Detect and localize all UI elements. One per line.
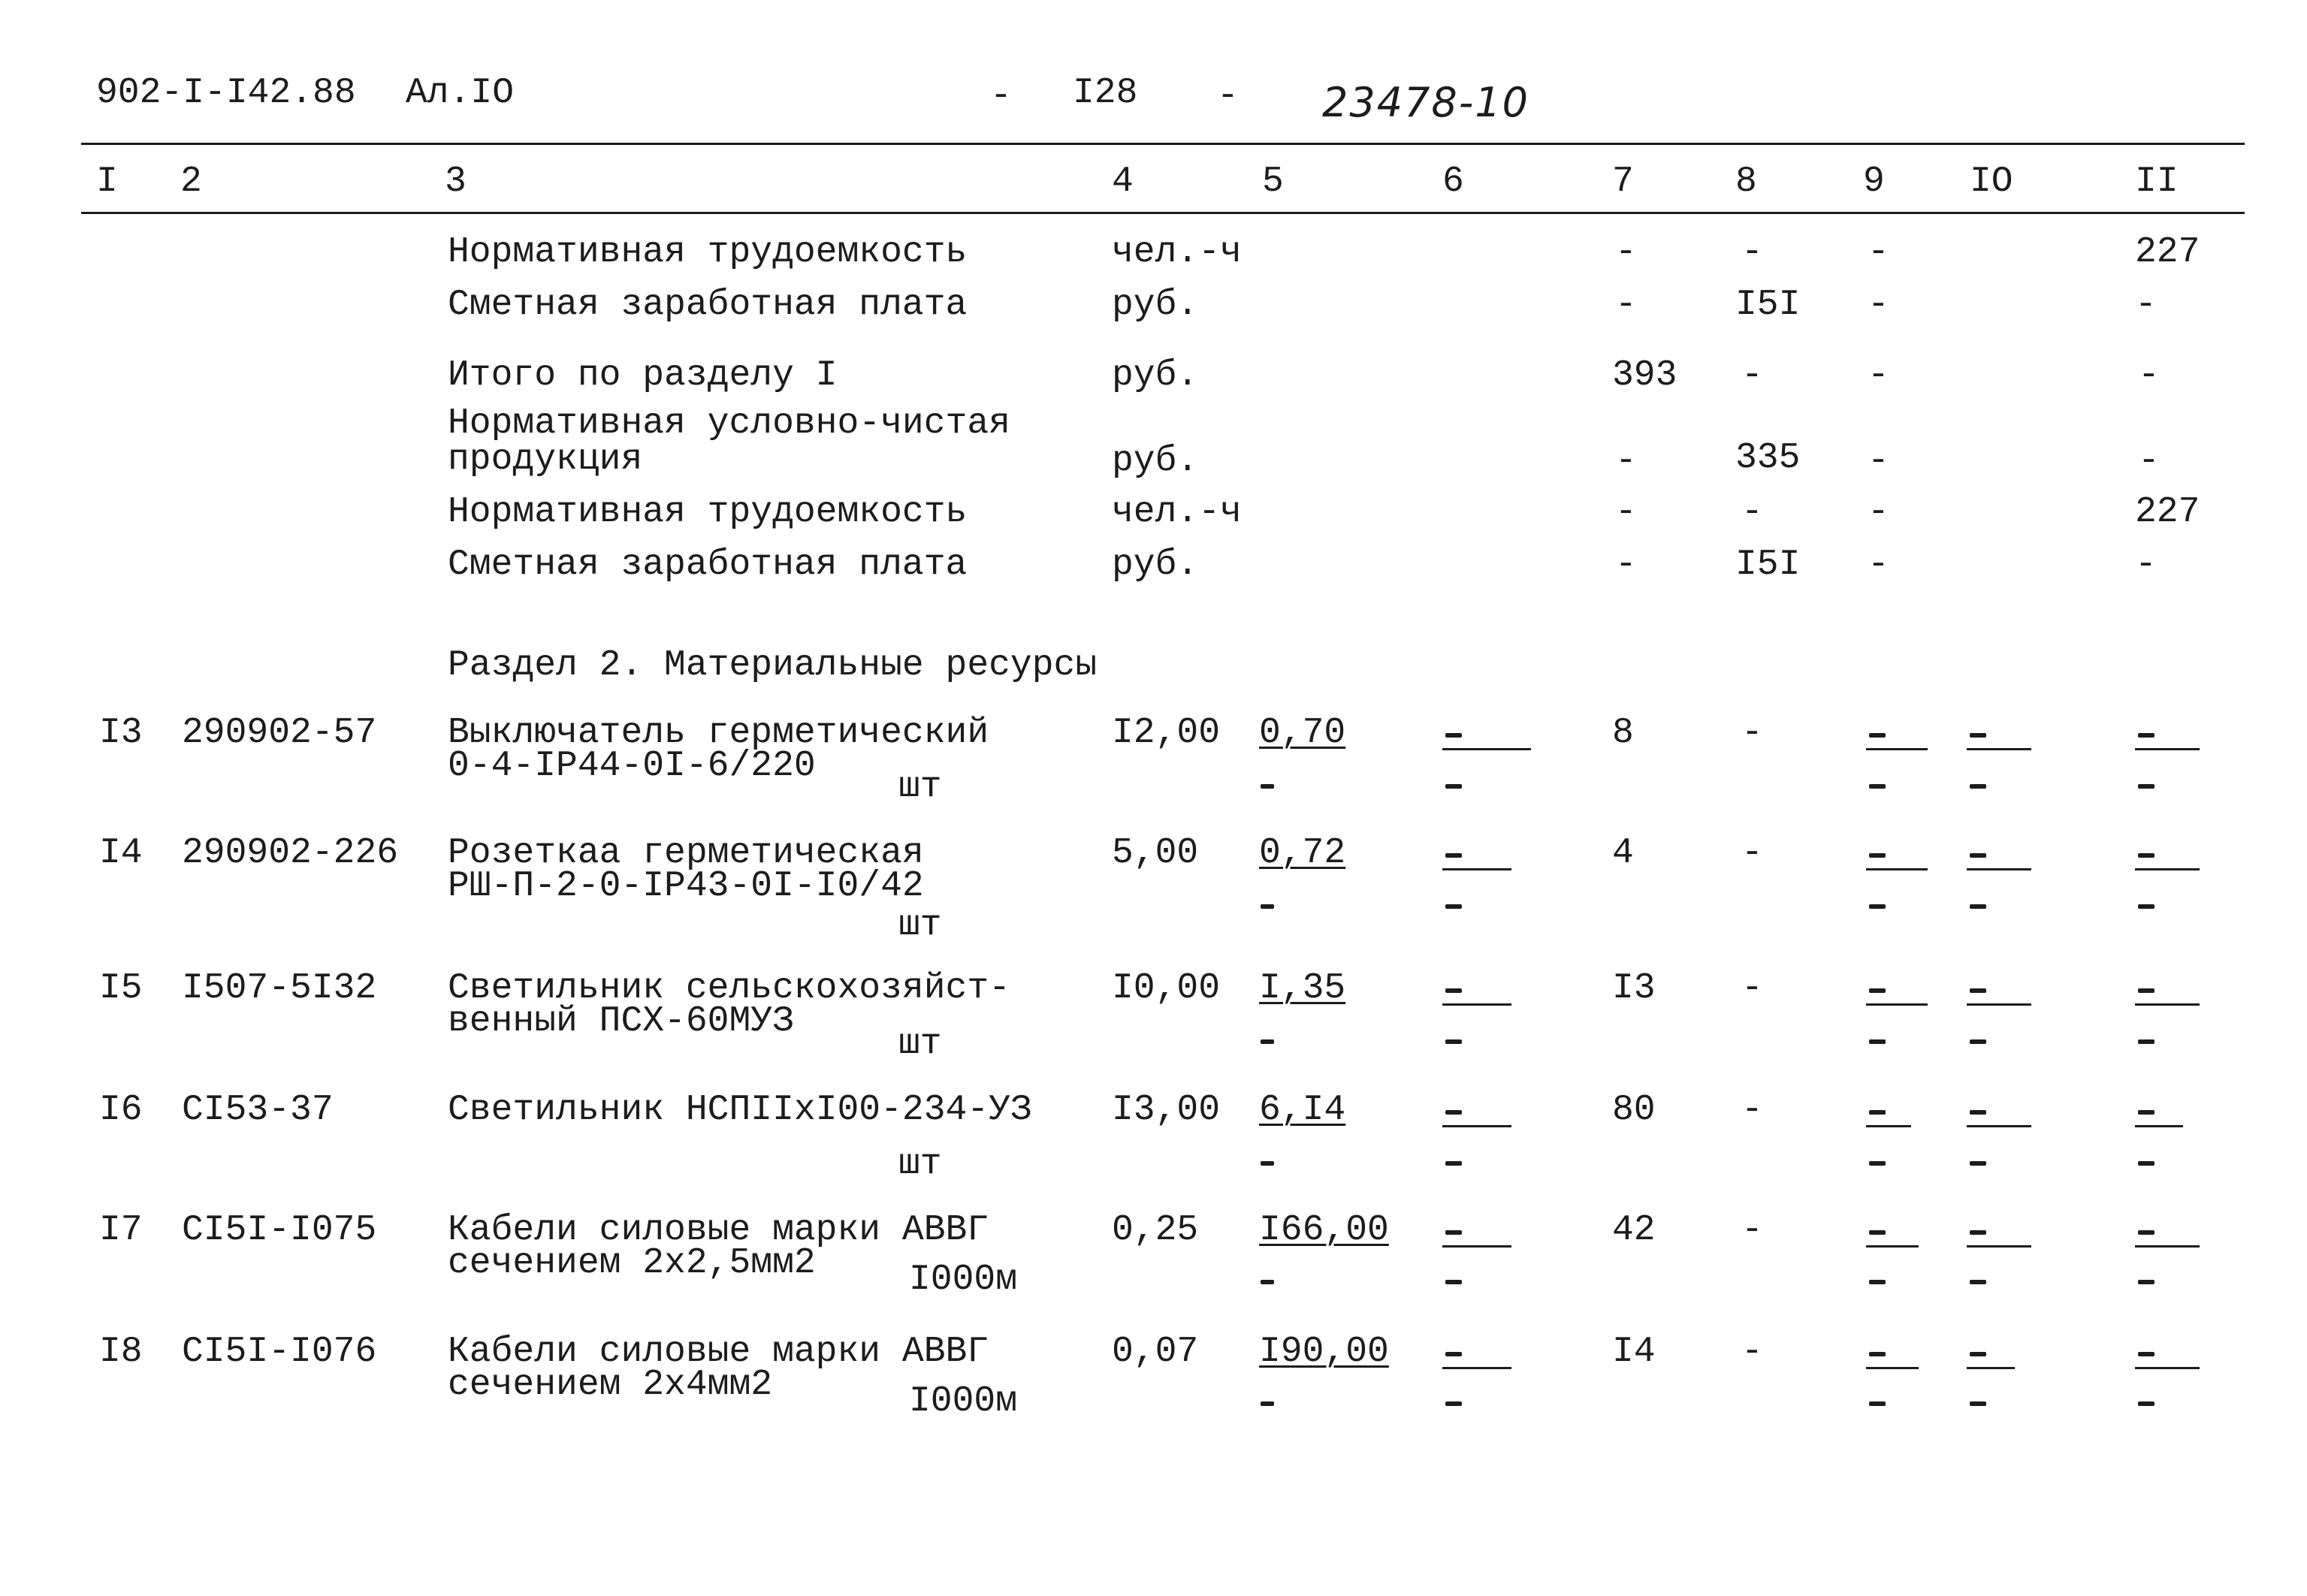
- col10-fraction-line: [1967, 1003, 2031, 1006]
- col7-value: 42: [1612, 1210, 1656, 1251]
- col11-fraction-line: [2135, 748, 2200, 750]
- col9-denominator-dash: [1869, 1161, 1886, 1166]
- item-price: 0,70: [1259, 713, 1346, 753]
- row-name: Сметная заработная плата: [448, 545, 968, 585]
- row-name-line1: Нормативная условно-чистая: [448, 403, 1010, 444]
- row-unit: чел.-ч: [1112, 232, 1242, 273]
- item-number: I4: [99, 833, 143, 873]
- column-header-2: 2: [180, 161, 202, 202]
- col11-numerator-dash: [2138, 1110, 2155, 1115]
- col8-value: -: [1741, 492, 1763, 533]
- column-header-11: II: [2135, 161, 2179, 202]
- col6-numerator-dash: [1445, 988, 1462, 993]
- handwritten-number: 23478-10: [1322, 79, 1529, 126]
- col11-value: -: [2135, 545, 2157, 585]
- item-quantity: I2,00: [1112, 713, 1221, 753]
- col10-fraction-line: [1967, 1125, 2031, 1127]
- col7-value: I4: [1612, 1332, 1656, 1372]
- col6-denominator-dash: [1445, 904, 1462, 909]
- col11-numerator-dash: [2138, 1230, 2155, 1235]
- col10-denominator-dash: [1970, 784, 1986, 789]
- col6-fraction-line: [1442, 868, 1511, 870]
- col9-value: -: [1868, 355, 1889, 396]
- col9-fraction-line: [1866, 868, 1928, 870]
- item-code: 290902-57: [182, 713, 377, 753]
- col11-numerator-dash: [2138, 988, 2155, 993]
- item-quantity: I3,00: [1112, 1090, 1221, 1130]
- item-number: I8: [99, 1332, 143, 1372]
- item-quantity: 5,00: [1112, 833, 1199, 873]
- col9-numerator-dash: [1869, 1352, 1886, 1356]
- item-name-line1: Кабели силовые марки АВВГ: [448, 1210, 989, 1251]
- col10-denominator-dash: [1970, 904, 1986, 909]
- col7-value: -: [1615, 441, 1637, 481]
- col7-value: -: [1615, 285, 1637, 325]
- col11-value: 227: [2135, 492, 2200, 533]
- col11-numerator-dash: [2138, 1352, 2155, 1356]
- item-code: CI5I-I076: [182, 1332, 377, 1372]
- col11-fraction-line: [2135, 1125, 2183, 1127]
- col8-value: -: [1741, 713, 1763, 753]
- col9-value: -: [1868, 285, 1889, 325]
- row-unit: руб.: [1112, 545, 1199, 585]
- header-dash-right: -: [1217, 76, 1239, 116]
- col10-numerator-dash: [1970, 1352, 1986, 1356]
- row-name-line2: продукция: [448, 439, 643, 480]
- col11-denominator-dash: [2138, 784, 2155, 789]
- col9-value: -: [1868, 232, 1889, 273]
- column-header-9: 9: [1863, 161, 1885, 202]
- col9-value: -: [1868, 441, 1889, 481]
- column-header-1: I: [96, 161, 118, 202]
- price-denominator-dash: [1261, 1401, 1274, 1406]
- item-name-line2: сечением 2х2,5мм2: [448, 1243, 816, 1284]
- col11-value: -: [2138, 355, 2160, 396]
- row-unit: руб.: [1112, 441, 1199, 481]
- item-price: I90,00: [1259, 1332, 1389, 1372]
- item-unit: шт: [898, 1144, 942, 1184]
- item-code: I507-5I32: [182, 968, 377, 1009]
- col6-numerator-dash: [1445, 1110, 1462, 1115]
- col10-denominator-dash: [1970, 1280, 1986, 1284]
- item-price: 0,72: [1259, 833, 1346, 873]
- col6-fraction-line: [1442, 1003, 1511, 1006]
- col8-value: -: [1741, 968, 1763, 1009]
- item-unit: шт: [898, 905, 942, 946]
- price-denominator-dash: [1261, 1039, 1274, 1044]
- col9-value: -: [1868, 545, 1889, 585]
- col6-denominator-dash: [1445, 784, 1462, 789]
- section-title: Раздел 2. Материальные ресурсы: [448, 645, 1098, 686]
- header-bottom-rule: [81, 212, 2245, 214]
- col9-numerator-dash: [1869, 1230, 1886, 1235]
- col8-value: -: [1741, 1332, 1763, 1372]
- col11-numerator-dash: [2138, 853, 2155, 858]
- column-header-4: 4: [1112, 161, 1134, 202]
- column-header-3: 3: [445, 161, 467, 202]
- item-name-line1: Светильник сельскохозяйст-: [448, 968, 1010, 1009]
- col11-denominator-dash: [2138, 904, 2155, 909]
- item-name-line2: сечением 2х4мм2: [448, 1365, 773, 1405]
- col11-denominator-dash: [2138, 1039, 2155, 1044]
- sheet-label: Ал.IO: [406, 73, 515, 113]
- col6-denominator-dash: [1445, 1161, 1462, 1166]
- col8-value: -: [1741, 355, 1763, 396]
- col8-value: -: [1741, 833, 1763, 873]
- price-denominator-dash: [1261, 1280, 1274, 1284]
- col10-denominator-dash: [1970, 1039, 1986, 1044]
- item-number: I5: [99, 968, 143, 1009]
- col10-numerator-dash: [1970, 1230, 1986, 1235]
- item-name-line1: Светильник НСПIIxI00-234-УЗ: [448, 1090, 1032, 1130]
- item-name-line1: Кабели силовые марки АВВГ: [448, 1332, 989, 1372]
- item-unit: шт: [898, 767, 942, 807]
- row-unit: руб.: [1112, 355, 1199, 396]
- price-denominator-dash: [1261, 1161, 1274, 1166]
- col11-fraction-line: [2135, 868, 2200, 870]
- item-unit: I000м: [909, 1381, 1018, 1422]
- col6-numerator-dash: [1445, 733, 1462, 738]
- col9-fraction-line: [1866, 748, 1928, 750]
- col9-fraction-line: [1866, 1125, 1911, 1127]
- item-number: I3: [99, 713, 143, 753]
- item-name-line2: венный ПСХ-60МУЗ: [448, 1001, 794, 1042]
- col9-fraction-line: [1866, 1367, 1919, 1369]
- col6-fraction-line: [1442, 1367, 1511, 1369]
- col9-denominator-dash: [1869, 1039, 1886, 1044]
- column-header-6: 6: [1442, 161, 1464, 202]
- col10-numerator-dash: [1970, 1110, 1986, 1115]
- item-price: I,35: [1259, 968, 1346, 1009]
- col10-denominator-dash: [1970, 1161, 1986, 1166]
- col9-numerator-dash: [1869, 1110, 1886, 1115]
- col11-denominator-dash: [2138, 1280, 2155, 1284]
- col9-value: -: [1868, 492, 1889, 533]
- row-name: Нормативная трудоемкость: [448, 232, 968, 273]
- col8-value: I5I: [1735, 545, 1801, 585]
- col6-numerator-dash: [1445, 1352, 1462, 1356]
- col11-fraction-line: [2135, 1245, 2200, 1248]
- item-name-line1: Розеткаа герметическая: [448, 833, 924, 873]
- page-number: I28: [1073, 73, 1138, 113]
- col9-numerator-dash: [1869, 853, 1886, 858]
- price-denominator-dash: [1261, 784, 1274, 789]
- col11-value: -: [2138, 441, 2160, 481]
- item-price: 6,I4: [1259, 1090, 1346, 1130]
- col7-value: -: [1615, 232, 1637, 273]
- col7-value: 8: [1612, 713, 1634, 753]
- item-unit: I000м: [909, 1260, 1018, 1300]
- col8-value: I5I: [1735, 285, 1801, 325]
- col10-numerator-dash: [1970, 853, 1986, 858]
- col6-fraction-line: [1442, 748, 1531, 750]
- col10-fraction-line: [1967, 868, 2031, 870]
- col10-fraction-line: [1967, 748, 2031, 750]
- row-name: Сметная заработная плата: [448, 285, 968, 325]
- col6-numerator-dash: [1445, 1230, 1462, 1235]
- col7-value: 4: [1612, 833, 1634, 873]
- column-header-8: 8: [1735, 161, 1757, 202]
- col6-denominator-dash: [1445, 1401, 1462, 1406]
- col6-fraction-line: [1442, 1245, 1511, 1248]
- item-name-line1: Выключатель герметический: [448, 713, 989, 753]
- item-quantity: 0,25: [1112, 1210, 1199, 1251]
- col9-fraction-line: [1866, 1003, 1928, 1006]
- item-name-line2: 0-4-IP44-0I-6/220: [448, 746, 816, 786]
- top-rule: [81, 143, 2245, 145]
- col9-denominator-dash: [1869, 1280, 1886, 1284]
- col11-fraction-line: [2135, 1367, 2200, 1369]
- col10-fraction-line: [1967, 1245, 2031, 1248]
- item-quantity: 0,07: [1112, 1332, 1199, 1372]
- item-unit: шт: [898, 1024, 942, 1064]
- price-denominator-dash: [1261, 904, 1274, 909]
- col6-denominator-dash: [1445, 1280, 1462, 1284]
- col11-denominator-dash: [2138, 1401, 2155, 1406]
- col7-value: -: [1615, 492, 1637, 533]
- col10-numerator-dash: [1970, 733, 1986, 738]
- col6-fraction-line: [1442, 1125, 1511, 1127]
- col10-denominator-dash: [1970, 1401, 1986, 1406]
- item-code: CI53-37: [182, 1090, 334, 1130]
- col9-denominator-dash: [1869, 904, 1886, 909]
- col10-numerator-dash: [1970, 988, 1986, 993]
- col8-value: 335: [1735, 438, 1801, 478]
- item-number: I6: [99, 1090, 143, 1130]
- item-quantity: I0,00: [1112, 968, 1221, 1009]
- item-price: I66,00: [1259, 1210, 1389, 1251]
- row-name: Нормативная трудоемкость: [448, 492, 968, 533]
- column-header-10: IO: [1970, 161, 2013, 202]
- document-code: 902-I-I42.88: [96, 73, 356, 113]
- col8-value: -: [1741, 232, 1763, 273]
- col11-fraction-line: [2135, 1003, 2200, 1006]
- item-name-line2: РШ-П-2-0-IP43-0I-I0/42: [448, 866, 924, 907]
- col10-fraction-line: [1967, 1367, 2015, 1369]
- col11-value: 227: [2135, 232, 2200, 273]
- col9-numerator-dash: [1869, 733, 1886, 738]
- col7-value: I3: [1612, 968, 1656, 1009]
- col6-denominator-dash: [1445, 1039, 1462, 1044]
- item-code: 290902-226: [182, 833, 399, 873]
- item-code: CI5I-I075: [182, 1210, 377, 1251]
- item-number: I7: [99, 1210, 143, 1251]
- column-header-5: 5: [1262, 161, 1284, 202]
- col9-numerator-dash: [1869, 988, 1886, 993]
- col9-fraction-line: [1866, 1245, 1919, 1248]
- col7-value: 80: [1612, 1090, 1656, 1130]
- col8-value: -: [1741, 1210, 1763, 1251]
- row-unit: чел.-ч: [1112, 492, 1242, 533]
- row-name: Итого по разделу I: [448, 355, 838, 396]
- col9-denominator-dash: [1869, 784, 1886, 789]
- col11-denominator-dash: [2138, 1161, 2155, 1166]
- header-dash-left: -: [990, 76, 1012, 116]
- col7-value: 393: [1612, 355, 1677, 396]
- col11-numerator-dash: [2138, 733, 2155, 738]
- column-header-7: 7: [1612, 161, 1634, 202]
- col7-value: -: [1615, 545, 1637, 585]
- col6-numerator-dash: [1445, 853, 1462, 858]
- col9-denominator-dash: [1869, 1401, 1886, 1406]
- row-unit: руб.: [1112, 285, 1199, 325]
- col11-value: -: [2135, 285, 2157, 325]
- col8-value: -: [1741, 1090, 1763, 1130]
